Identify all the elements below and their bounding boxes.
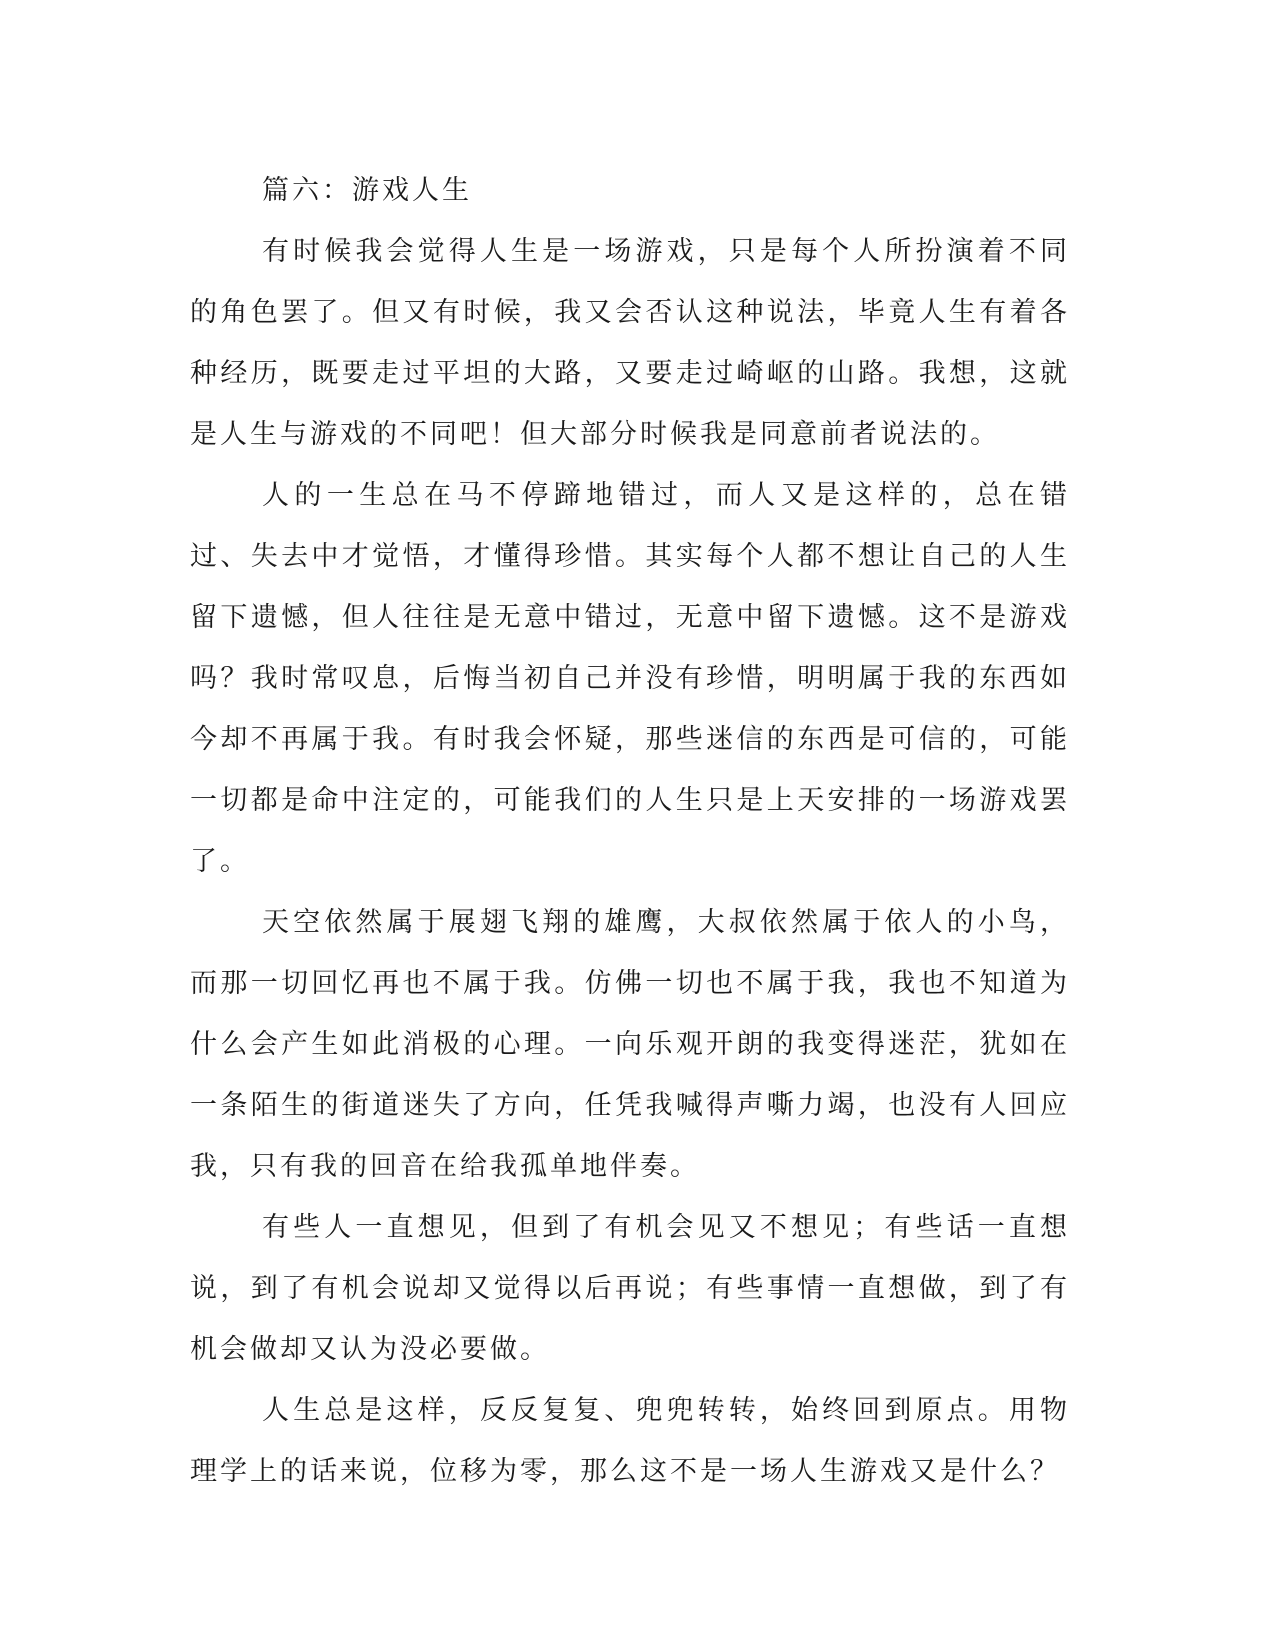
paragraph-3: 天空依然属于展翅飞翔的雄鹰，大叔依然属于依人的小鸟，而那一切回忆再也不属于我。仿佛一切也不属于我，我也不知道为什么会产生如此消极的心理。一向乐观开朗的我变得迷茫，犹如在一条陌生的街道迷失了方向，任凭我喊得声嘶力竭，也没有人回应我，只有我的回音在给我孤单地伴奏。 <box>190 907 1070 1182</box>
paragraph-4: 有些人一直想见，但到了有机会见又不想见；有些话一直想说，到了有机会说却又觉得以后再说；有些事情一直想做，到了有机会做却又认为没必要做。 <box>190 1212 1070 1365</box>
paragraph-5: 人生总是这样，反反复复、兜兜转转，始终回到原点。用物理学上的话来说，位移为零，那么这不是一场人生游戏又是什么？ <box>190 1395 1070 1487</box>
paragraph-1: 有时候我会觉得人生是一场游戏，只是每个人所扮演着不同的角色罢了。但又有时候，我又会否认这种说法，毕竟人生有着各种经历，既要走过平坦的大路，又要走过崎岖的山路。我想，这就是人生与游戏的不同吧！但大部分时候我是同意前者说法的。 <box>190 236 1070 450</box>
document-body <box>190 160 1070 1502</box>
paragraph-2: 人的一生总在马不停蹄地错过，而人又是这样的，总在错过、失去中才觉悟，才懂得珍惜。其实每个人都不想让自己的人生留下遗憾，但人往往是无意中错过，无意中留下遗憾。这不是游戏吗？我时常叹息，后悔当初自己并没有珍惜，明明属于我的东西如今却不再属于我。有时我会怀疑，那些迷信的东西是可信的，可能一切都是命中注定的，可能我们的人生只是上天安排的一场游戏罢了。 <box>190 480 1070 877</box>
document-heading: 篇六：游戏人生 <box>262 175 472 206</box>
